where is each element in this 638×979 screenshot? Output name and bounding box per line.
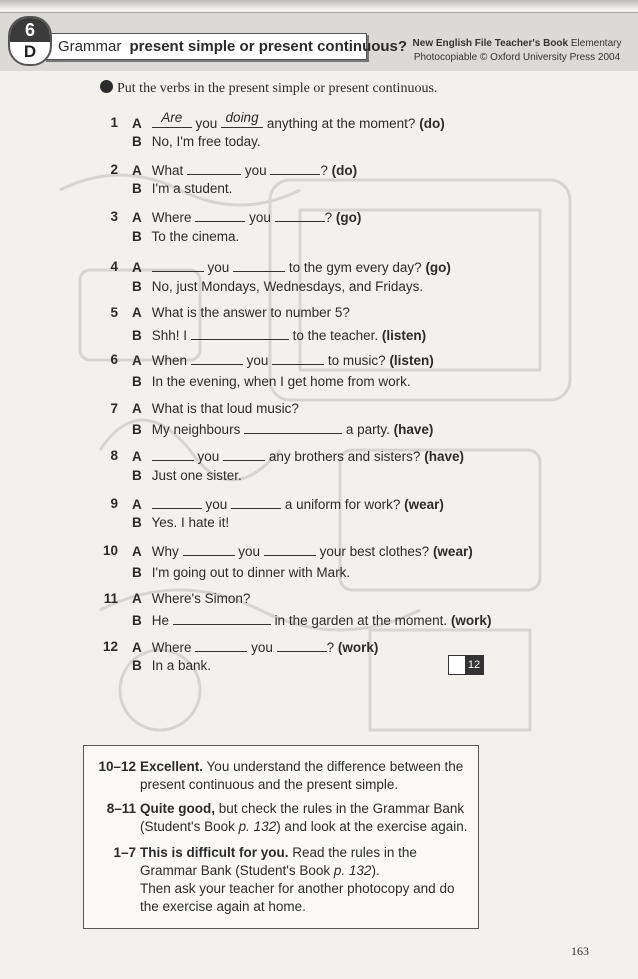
answer-blank[interactable] bbox=[221, 110, 263, 128]
answer-blank[interactable] bbox=[195, 208, 245, 222]
exercise-item-3-a bbox=[108, 208, 361, 227]
speaker-b: B bbox=[132, 374, 142, 389]
answer-blank[interactable] bbox=[272, 351, 324, 365]
prompt-text: ? bbox=[324, 210, 333, 225]
prompt-text: What bbox=[151, 163, 184, 178]
speaker-b: B bbox=[132, 181, 142, 196]
exercise-item-6-b bbox=[132, 373, 411, 391]
sample-answer: Are bbox=[161, 110, 183, 125]
prompt-text: you bbox=[197, 449, 220, 464]
prompt-text: He bbox=[151, 613, 170, 628]
page-number: 163 bbox=[571, 944, 589, 958]
answer-blank[interactable] bbox=[152, 447, 194, 461]
prompt-text: you bbox=[251, 640, 273, 655]
answer-blank[interactable] bbox=[277, 638, 327, 652]
score-box[interactable] bbox=[448, 655, 484, 675]
answer-blank[interactable] bbox=[187, 161, 241, 175]
speaker-b: B bbox=[132, 658, 142, 673]
score-total: 12 bbox=[465, 656, 483, 674]
item-number: 11 bbox=[103, 591, 118, 606]
prompt-text: your best clothes? bbox=[319, 544, 430, 559]
speaker-a: A bbox=[132, 353, 142, 368]
prompt-text: in the garden at the moment. bbox=[274, 613, 448, 628]
speaker-b: B bbox=[132, 613, 142, 628]
verb-hint: (work) bbox=[337, 640, 379, 655]
answer-blank[interactable] bbox=[244, 420, 342, 434]
verb-hint: (go) bbox=[425, 260, 451, 275]
prompt-text: Why bbox=[151, 544, 179, 559]
verb-hint: (do) bbox=[419, 116, 445, 131]
speaker-a: A bbox=[132, 591, 142, 606]
response-text: I'm a student. bbox=[151, 181, 233, 196]
topic-title: present simple or present continuous? bbox=[129, 38, 408, 55]
exercise-item-12-b bbox=[132, 657, 211, 675]
verb-hint: (listen) bbox=[389, 353, 434, 368]
item-number: 5 bbox=[110, 305, 118, 320]
result-line: ). bbox=[371, 863, 380, 878]
lesson-letter: D bbox=[23, 42, 37, 61]
answer-blank[interactable] bbox=[264, 542, 316, 556]
exercise-item-5-a bbox=[108, 304, 350, 322]
speaker-a: A bbox=[132, 305, 142, 320]
item-number: 1 bbox=[110, 115, 118, 130]
item-number: 10 bbox=[102, 543, 118, 558]
score-range: 1–7 bbox=[113, 845, 136, 860]
prompt-text: anything at the moment? bbox=[266, 116, 416, 131]
speaker-a: A bbox=[132, 260, 142, 275]
page-reference: p. 132 bbox=[238, 819, 277, 834]
speaker-a: A bbox=[132, 401, 142, 416]
item-number: 12 bbox=[102, 639, 118, 654]
page-reference: p. 132 bbox=[333, 863, 372, 878]
book-title: New English File Teacher's Book bbox=[412, 38, 569, 49]
score-range: 10–12 bbox=[98, 759, 136, 774]
prompt-text: a party. bbox=[345, 422, 390, 437]
exercise-item-11-b bbox=[132, 611, 491, 630]
answer-blank[interactable] bbox=[191, 326, 289, 340]
instruction-text: Put the verbs in the present simple or present continuous. bbox=[117, 81, 438, 96]
item-number: 4 bbox=[110, 259, 118, 274]
prompt-text: you bbox=[207, 260, 230, 275]
speaker-b: B bbox=[132, 515, 142, 530]
verb-hint: (do) bbox=[331, 163, 358, 178]
exercise-item-4-b bbox=[132, 278, 423, 296]
exercise-instruction bbox=[100, 80, 437, 97]
speaker-b: B bbox=[132, 422, 142, 437]
exercise-item-12-a bbox=[102, 638, 379, 657]
prompt-text: What is the answer to number 5? bbox=[151, 305, 350, 320]
prompt-text: Where bbox=[151, 210, 192, 225]
result-line: present continuous and the present simple. bbox=[140, 777, 399, 792]
prompt-text: When bbox=[151, 353, 188, 368]
score-range: 8–11 bbox=[106, 801, 136, 816]
exercise-item-2-b bbox=[132, 180, 232, 198]
result-line: You understand the difference between the bbox=[206, 759, 464, 774]
answer-blank[interactable] bbox=[191, 351, 243, 365]
result-line: Read the rules in the bbox=[292, 845, 417, 860]
prompt-text: a uniform for work? bbox=[284, 497, 401, 512]
speaker-b: B bbox=[132, 279, 142, 294]
exercise-item-7-b bbox=[132, 420, 433, 439]
page-edge bbox=[0, 0, 638, 8]
exercise-item-1-a bbox=[108, 110, 445, 133]
book-level: Elementary bbox=[570, 38, 622, 49]
prompt-text: you bbox=[244, 163, 267, 178]
exercise-item-5-b bbox=[132, 326, 426, 345]
result-text bbox=[140, 758, 470, 794]
speaker-a: A bbox=[132, 544, 142, 559]
item-number: 3 bbox=[110, 209, 118, 224]
prompt-text: ? bbox=[320, 163, 328, 178]
exercise-item-4-a bbox=[108, 258, 451, 277]
result-line: Then ask your teacher for another photocopy and do bbox=[140, 881, 455, 896]
item-number: 6 bbox=[110, 352, 118, 367]
speaker-a: A bbox=[132, 210, 142, 225]
exercise-item-2-a bbox=[108, 161, 357, 180]
prompt-text: you bbox=[249, 210, 271, 225]
speaker-a: A bbox=[132, 497, 142, 512]
response-text: I'm going out to dinner with Mark. bbox=[151, 565, 351, 580]
item-number: 9 bbox=[110, 496, 118, 511]
item-number: 8 bbox=[110, 448, 118, 463]
verb-hint: (go) bbox=[335, 210, 362, 225]
speaker-b: B bbox=[132, 468, 142, 483]
book-info bbox=[404, 37, 630, 65]
verb-hint: (work) bbox=[450, 613, 492, 628]
prompt-text: Where's Simon? bbox=[151, 591, 251, 606]
results-box bbox=[83, 745, 479, 929]
result-heading: Excellent. bbox=[140, 759, 204, 774]
answer-blank[interactable] bbox=[152, 110, 192, 128]
prompt-text: Where bbox=[151, 640, 192, 655]
exercise-item-9-a bbox=[108, 495, 444, 514]
exercise-item-10-b bbox=[132, 564, 350, 582]
lesson-title bbox=[44, 33, 408, 60]
answer-blank[interactable] bbox=[223, 447, 265, 461]
response-text: In a bank. bbox=[151, 658, 212, 673]
response-text: No, I'm free today. bbox=[151, 134, 261, 149]
result-heading: This is difficult for you. bbox=[140, 845, 289, 860]
prompt-text: you bbox=[238, 544, 261, 559]
answer-blank[interactable] bbox=[195, 638, 247, 652]
verb-hint: (have) bbox=[393, 422, 434, 437]
exercise-item-8-b bbox=[132, 467, 242, 485]
result-line: the exercise again at home. bbox=[140, 899, 306, 914]
answer-blank[interactable] bbox=[183, 542, 235, 556]
prompt-text: any brothers and sisters? bbox=[268, 449, 421, 464]
exercise-item-7-a bbox=[108, 400, 299, 418]
result-text bbox=[140, 800, 470, 836]
exercise-item-9-b bbox=[132, 514, 229, 532]
result-line: ) and look at the exercise again. bbox=[276, 819, 468, 834]
prompt-text: to the teacher. bbox=[292, 328, 379, 343]
speaker-a: A bbox=[132, 163, 142, 178]
lesson-number: 6 bbox=[10, 18, 50, 42]
prompt-text: you bbox=[246, 353, 269, 368]
exercise-item-6-a bbox=[108, 351, 434, 370]
prompt-text: ? bbox=[326, 640, 335, 655]
answer-blank[interactable] bbox=[233, 258, 285, 272]
response-text: To the cinema. bbox=[151, 229, 240, 244]
speaker-a: A bbox=[132, 449, 142, 464]
answer-blank[interactable] bbox=[152, 495, 202, 509]
exercise-item-3-b bbox=[132, 228, 239, 246]
bullet-icon bbox=[100, 80, 113, 93]
result-line: but check the rules in the Grammar Bank bbox=[218, 801, 465, 816]
speaker-a: A bbox=[132, 640, 142, 655]
prompt-text: to music? bbox=[327, 353, 386, 368]
result-line: (Student's Book bbox=[140, 819, 239, 834]
response-text: In the evening, when I get home from work. bbox=[151, 374, 411, 389]
answer-blank[interactable] bbox=[231, 495, 281, 509]
prompt-text: My neighbours bbox=[151, 422, 241, 437]
copyright-notice: Photocopiable © Oxford University Press 2004 bbox=[413, 52, 621, 63]
exercise-item-10-a bbox=[102, 542, 473, 561]
prompt-text: you bbox=[205, 497, 228, 512]
verb-hint: (have) bbox=[424, 449, 464, 464]
prompt-text: What is that loud music? bbox=[151, 401, 299, 416]
verb-hint: (wear) bbox=[432, 544, 473, 559]
prompt-text: to the gym every day? bbox=[288, 260, 422, 275]
result-line: Grammar Bank (Student's Book bbox=[140, 863, 334, 878]
response-text: Yes. I hate it! bbox=[151, 515, 230, 530]
result-text bbox=[140, 844, 470, 916]
speaker-b: B bbox=[132, 328, 142, 343]
lesson-badge bbox=[8, 16, 52, 66]
sample-answer: doing bbox=[225, 110, 259, 125]
section-label: Grammar bbox=[58, 38, 122, 55]
speaker-a: A bbox=[132, 116, 142, 131]
answer-blank[interactable] bbox=[270, 161, 320, 175]
result-heading: Quite good, bbox=[140, 801, 215, 816]
speaker-b: B bbox=[132, 229, 142, 244]
answer-blank[interactable] bbox=[152, 258, 204, 272]
speaker-b: B bbox=[132, 565, 142, 580]
item-number: 7 bbox=[110, 401, 118, 416]
exercise-item-11-a bbox=[103, 590, 251, 608]
exercise-item-1-b bbox=[132, 133, 261, 151]
verb-hint: (wear) bbox=[404, 497, 444, 512]
answer-blank[interactable] bbox=[173, 611, 271, 625]
answer-blank[interactable] bbox=[275, 208, 325, 222]
response-text: Just one sister. bbox=[151, 468, 242, 483]
response-text: No, just Mondays, Wednesdays, and Fridays. bbox=[151, 279, 424, 294]
exercise-item-8-a bbox=[108, 447, 464, 466]
item-number: 2 bbox=[110, 162, 118, 177]
prompt-text: Shh! I bbox=[151, 328, 188, 343]
verb-hint: (listen) bbox=[381, 328, 427, 343]
speaker-b: B bbox=[132, 134, 142, 149]
prompt-text: you bbox=[195, 116, 218, 131]
